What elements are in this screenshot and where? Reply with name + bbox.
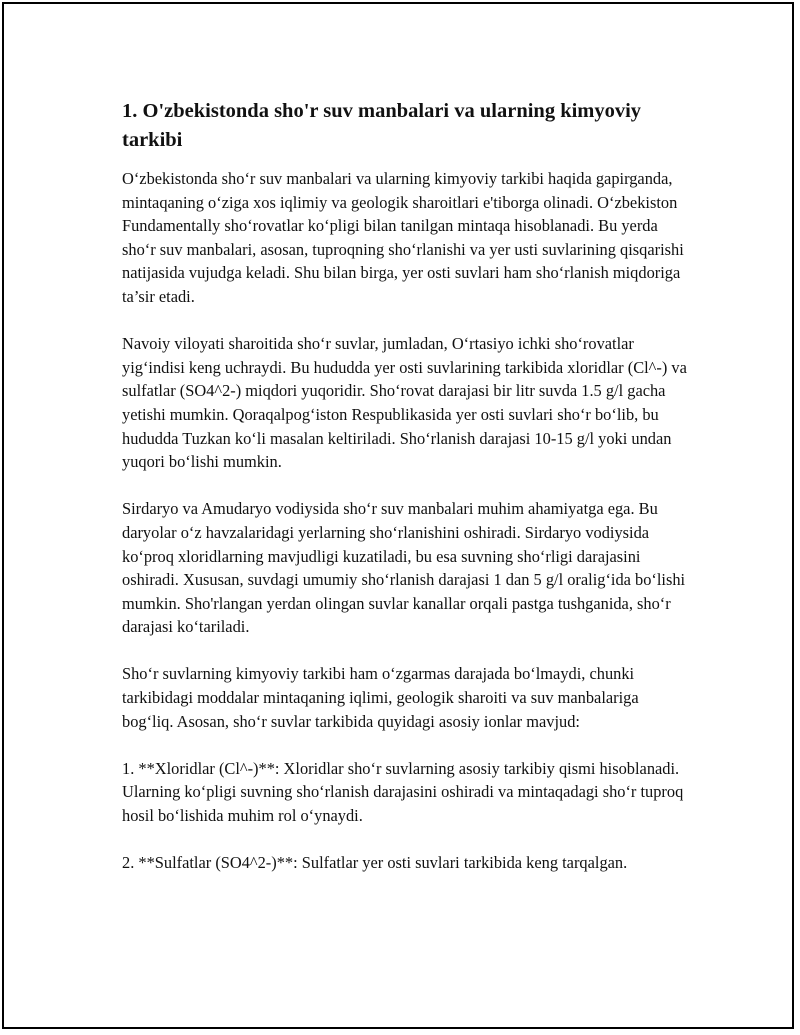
- page-frame: [2, 2, 794, 1029]
- paragraph-navoiy: Navoiy viloyati sharoitida sho‘r suvlar, jumladan, O‘rtasiyo ichki sho‘rovatlar yig‘indisi keng uchraydi. Bu hududda yer osti suvlarining tarkibida xloridlar (Cl^-) va sulfatlar (SO4^2-) miqdori yuqoridir. Sho‘rovat darajasi bir litr suvda 1.5 g/l gacha yetishi mumkin. Qoraqalpog‘iston Respublikasida yer osti suvlari sho‘r bo‘lib, bu hududda Tuzkan ko‘li masalan keltiriladi. Sho‘rlanish darajasi 10-15 g/l yoki undan yuqori bo‘lishi mumkin.: [122, 334, 687, 472]
- paragraph-intro: O‘zbekistonda sho‘r suv manbalari va ularning kimyoviy tarkibi haqida gapirganda, mintaqaning o‘ziga xos iqlimiy va geologik sharoitlari e'tiborga olinadi. O‘zbekiston Fundamentally sho‘rovatlar ko‘pligi bilan tanilgan mintaqa hisoblanadi. Bu yerda sho‘r suv manbalari, asosan, tuproqning sho‘rlanishi va yer usti suvlarining qisqarishi natijasida vujudga keladi. Shu bilan birga, yer osti suvlari ham sho‘rlanish miqdoriga ta’sir etadi.: [122, 169, 684, 306]
- paragraph-chemistry: Sho‘r suvlarning kimyoviy tarkibi ham o‘zgarmas darajada bo‘lmaydi, chunki tarkibidagi moddalar mintaqaning iqlimi, geologik sharoiti va suv manbalariga bog‘liq. Asosan, sho‘r suvlar tarkibida quyidagi asosiy ionlar mavjud:: [122, 664, 639, 731]
- list-item-chlorides: 1. **Xloridlar (Cl^-)**: Xloridlar sho‘r suvlarning asosiy tarkibiy qismi hisoblanadi. Ularning ko‘pligi suvning sho‘rlanish darajasini oshiradi va mintaqadagi sho‘r tuproq hosil bo‘lishida muhim rol o‘ynaydi.: [122, 758, 684, 826]
- page-title: 1. O'zbekistonda sho'r suv manbalari va ularning kimyoviy tarkibi: [122, 100, 642, 151]
- paragraph-sirdaryo: Sirdaryo va Amudaryo vodiysida sho‘r suv manbalari muhim ahamiyatga ega. Bu daryolar o‘z havzalaridagi yerlarning sho‘rlanishini oshiradi. Sirdaryo vodiysida ko‘proq xloridlarning mavjudligi kuzatiladi, bu esa suvning sho‘rligi darajasini oshiradi. Xususan, suvdagi umumiy sho‘rlanish darajasi 1 dan 5 g/l oralig‘ida bo‘lishi mumkin. Sho'rlangan yerdan olingan suvlar kanallar orqali pastga tushganida, sho‘r darajasi ko‘tariladi.: [122, 499, 686, 637]
- list-item-sulfates: 2. **Sulfatlar (SO4^2-)**: Sulfatlar yer osti suvlari tarkibida keng tarqalgan.: [122, 853, 628, 873]
- document-body: [122, 97, 694, 898]
